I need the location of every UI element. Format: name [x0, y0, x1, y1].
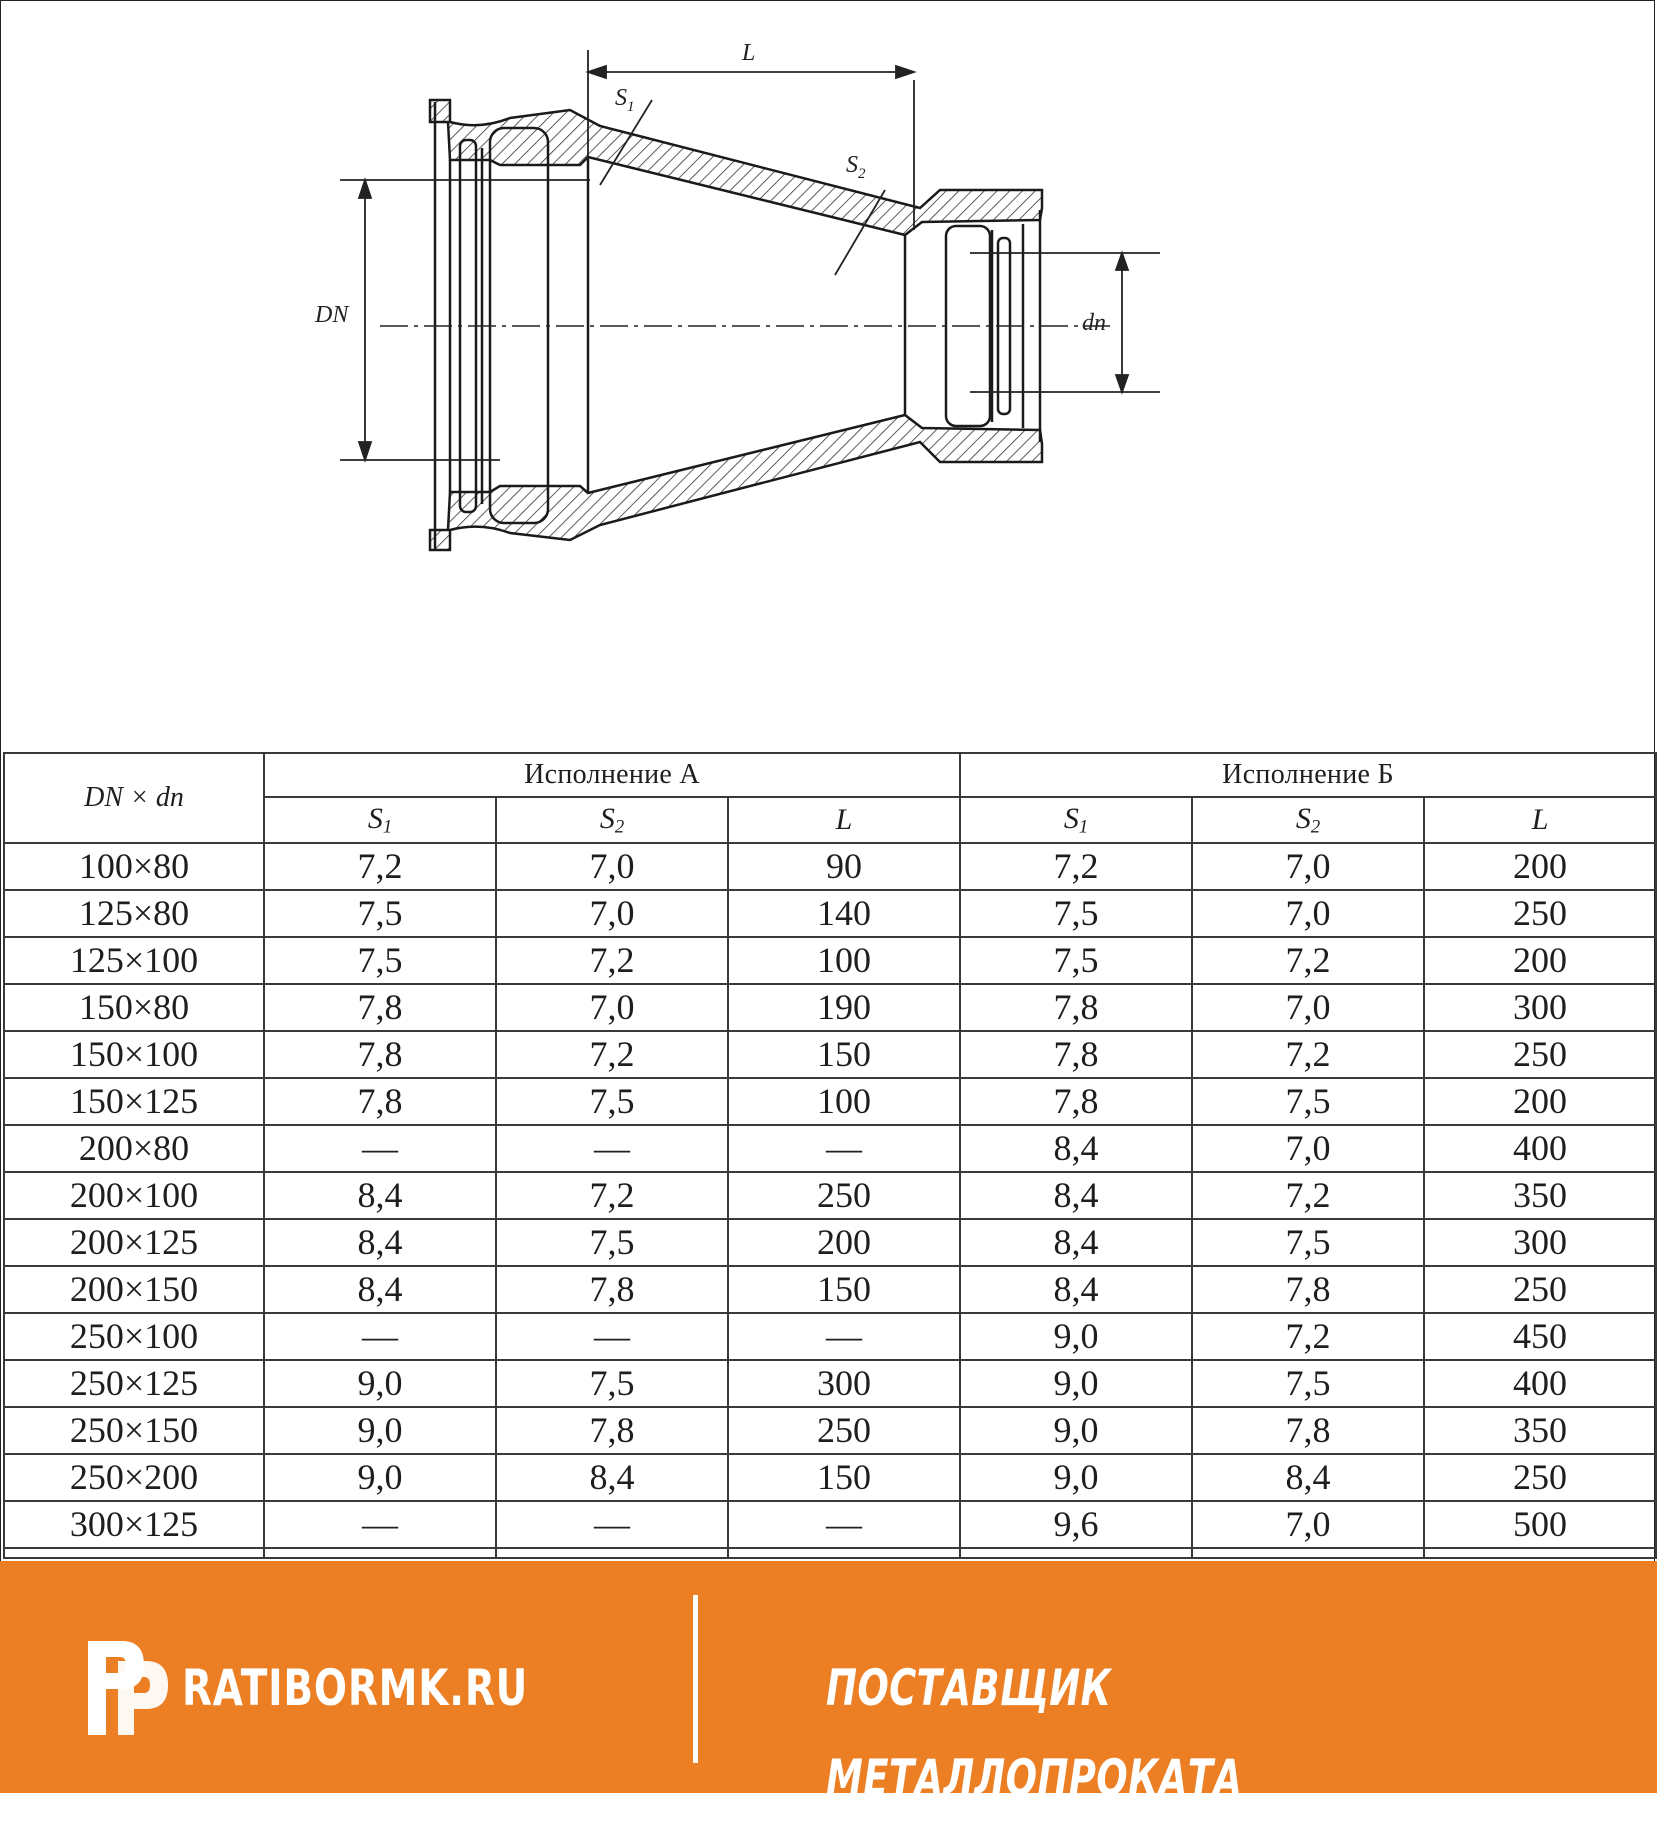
table-row — [4, 1125, 1656, 1172]
s1-label: $S_1$ — [615, 85, 635, 115]
value-cell: 8,4 — [960, 1219, 1192, 1266]
value-cell: 7,5 — [1192, 1078, 1424, 1125]
value-cell: 100 — [728, 1078, 960, 1125]
size-cell: 200×100 — [4, 1172, 264, 1219]
sub-header-cell — [1192, 797, 1424, 843]
value-cell: 7,2 — [496, 937, 728, 984]
value-cell: 450 — [1424, 1313, 1656, 1360]
value-cell: 8,4 — [496, 1454, 728, 1501]
value-cell: 140 — [728, 890, 960, 937]
corner-header: DN × dn — [4, 753, 264, 843]
table-row — [4, 1501, 1656, 1548]
table-row — [4, 984, 1656, 1031]
value-cell: 7,2 — [496, 1172, 728, 1219]
sub-header-symbol: L — [1531, 803, 1549, 836]
value-cell: — — [264, 1313, 496, 1360]
value-cell: 7,2 — [1192, 1031, 1424, 1078]
value-cell: 7,8 — [496, 1266, 728, 1313]
s2-label: $S_2$ — [846, 152, 866, 182]
size-cell: 150×100 — [4, 1031, 264, 1078]
table-row — [4, 1454, 1656, 1501]
dimension-lines — [340, 50, 1160, 460]
clipped-cell — [1424, 1548, 1656, 1558]
value-cell: 9,0 — [960, 1407, 1192, 1454]
size-cell: 250×100 — [4, 1313, 264, 1360]
sub-header-symbol: L — [835, 803, 853, 836]
size-cell: 150×125 — [4, 1078, 264, 1125]
size-cell: 300×125 — [4, 1501, 264, 1548]
value-cell: — — [496, 1125, 728, 1172]
footer-banner — [0, 1561, 1657, 1807]
value-cell: 150 — [728, 1031, 960, 1078]
value-cell: 7,2 — [1192, 937, 1424, 984]
sub-header-cell — [496, 797, 728, 843]
value-cell: 7,0 — [1192, 843, 1424, 890]
value-cell: 7,5 — [1192, 1219, 1424, 1266]
value-cell: — — [496, 1501, 728, 1548]
size-cell: 200×125 — [4, 1219, 264, 1266]
value-cell: 300 — [1424, 984, 1656, 1031]
size-cell: 200×80 — [4, 1125, 264, 1172]
value-cell: 200 — [728, 1219, 960, 1266]
value-cell: 250 — [1424, 1454, 1656, 1501]
value-cell: 250 — [728, 1407, 960, 1454]
value-cell: 9,0 — [960, 1360, 1192, 1407]
value-cell: 250 — [1424, 1266, 1656, 1313]
dn-small-label: dn — [1082, 310, 1106, 336]
footer-divider — [693, 1595, 698, 1763]
value-cell: 8,4 — [1192, 1454, 1424, 1501]
table-body — [4, 843, 1656, 1558]
value-cell: 7,0 — [1192, 984, 1424, 1031]
group-a-header: Исполнение А — [264, 753, 960, 797]
value-cell: 9,0 — [960, 1313, 1192, 1360]
value-cell: 150 — [728, 1454, 960, 1501]
value-cell: 7,8 — [960, 1078, 1192, 1125]
clipped-cell — [728, 1548, 960, 1558]
value-cell: 7,5 — [960, 937, 1192, 984]
value-cell: 200 — [1424, 937, 1656, 984]
value-cell: 200 — [1424, 843, 1656, 890]
sub-header-symbol: S — [1063, 801, 1079, 835]
sub-header-index: 1 — [1078, 816, 1089, 838]
dn-large-label: DN — [315, 302, 349, 328]
value-cell: 8,4 — [264, 1219, 496, 1266]
table-row — [4, 1313, 1656, 1360]
sub-header-index: 2 — [1310, 816, 1321, 838]
value-cell: 8,4 — [960, 1172, 1192, 1219]
value-cell: 150 — [728, 1266, 960, 1313]
size-cell: 125×100 — [4, 937, 264, 984]
size-cell: 200×150 — [4, 1266, 264, 1313]
sub-header-symbol: S — [1295, 801, 1311, 835]
clipped-cell — [1192, 1548, 1424, 1558]
table-row — [4, 937, 1656, 984]
value-cell: 400 — [1424, 1125, 1656, 1172]
clipped-cell — [960, 1548, 1192, 1558]
value-cell: 90 — [728, 843, 960, 890]
value-cell: — — [728, 1501, 960, 1548]
value-cell: 250 — [1424, 890, 1656, 937]
size-cell: 125×80 — [4, 890, 264, 937]
value-cell: 7,0 — [496, 843, 728, 890]
value-cell: 400 — [1424, 1360, 1656, 1407]
size-cell: 250×200 — [4, 1454, 264, 1501]
table-row — [4, 890, 1656, 937]
value-cell: 7,5 — [1192, 1360, 1424, 1407]
value-cell: 500 — [1424, 1501, 1656, 1548]
value-cell: 7,8 — [264, 1078, 496, 1125]
sub-header-index: 2 — [614, 816, 625, 838]
group-header-row — [4, 753, 1656, 797]
table-row — [4, 1219, 1656, 1266]
value-cell: 350 — [1424, 1172, 1656, 1219]
sub-header-cell — [264, 797, 496, 843]
value-cell: 7,8 — [960, 984, 1192, 1031]
value-cell: 9,0 — [960, 1454, 1192, 1501]
table-row — [4, 1031, 1656, 1078]
value-cell: 7,0 — [496, 890, 728, 937]
value-cell: 7,5 — [496, 1219, 728, 1266]
value-cell: 7,8 — [264, 984, 496, 1031]
value-cell: 7,8 — [1192, 1407, 1424, 1454]
sub-header-index: 1 — [382, 816, 393, 838]
table-row — [4, 1360, 1656, 1407]
value-cell: 7,2 — [960, 843, 1192, 890]
table-row — [4, 1407, 1656, 1454]
value-cell: 7,5 — [960, 890, 1192, 937]
value-cell: 7,2 — [496, 1031, 728, 1078]
value-cell: 190 — [728, 984, 960, 1031]
value-cell: 7,0 — [1192, 1501, 1424, 1548]
value-cell: 7,2 — [264, 843, 496, 890]
value-cell: 350 — [1424, 1407, 1656, 1454]
value-cell: 9,6 — [960, 1501, 1192, 1548]
size-cell: 250×150 — [4, 1407, 264, 1454]
size-cell: 100×80 — [4, 843, 264, 890]
value-cell: 250 — [1424, 1031, 1656, 1078]
value-cell: 7,8 — [960, 1031, 1192, 1078]
dimensions-table — [3, 752, 1657, 1559]
value-cell: — — [496, 1313, 728, 1360]
value-cell: 7,2 — [1192, 1172, 1424, 1219]
rr-monogram-icon[interactable] — [88, 1641, 168, 1735]
value-cell: 9,0 — [264, 1407, 496, 1454]
group-b-header: Исполнение Б — [960, 753, 1656, 797]
size-cell: 250×125 — [4, 1360, 264, 1407]
reducer-body — [430, 100, 1042, 550]
clipped-cell — [264, 1548, 496, 1558]
value-cell: — — [728, 1125, 960, 1172]
value-cell: 300 — [1424, 1219, 1656, 1266]
value-cell: 9,0 — [264, 1360, 496, 1407]
value-cell: 7,8 — [264, 1031, 496, 1078]
footer-tagline: ПОСТАВЩИК МЕТАЛЛОПРОКАТА — [826, 1659, 1243, 1807]
value-cell: 7,5 — [496, 1078, 728, 1125]
value-cell: 9,0 — [264, 1454, 496, 1501]
value-cell: 8,4 — [264, 1266, 496, 1313]
value-cell: — — [264, 1501, 496, 1548]
value-cell: 7,0 — [496, 984, 728, 1031]
sub-header-symbol: S — [367, 801, 383, 835]
site-link[interactable]: RATIBORMK.RU — [182, 1659, 529, 1717]
sub-header-cell — [1424, 797, 1656, 843]
value-cell: 300 — [728, 1360, 960, 1407]
value-cell: 7,0 — [1192, 890, 1424, 937]
value-cell: 8,4 — [960, 1125, 1192, 1172]
table-row — [4, 1078, 1656, 1125]
value-cell: 8,4 — [960, 1266, 1192, 1313]
size-cell: 150×80 — [4, 984, 264, 1031]
table-row — [4, 1172, 1656, 1219]
value-cell: 7,5 — [264, 890, 496, 937]
value-cell: 7,5 — [264, 937, 496, 984]
sub-header-cell — [728, 797, 960, 843]
value-cell: 7,0 — [1192, 1125, 1424, 1172]
value-cell: — — [728, 1313, 960, 1360]
value-cell: 7,8 — [496, 1407, 728, 1454]
value-cell: 7,2 — [1192, 1313, 1424, 1360]
value-cell: — — [264, 1125, 496, 1172]
clipped-row — [4, 1548, 1656, 1558]
table-row — [4, 843, 1656, 890]
table-row — [4, 1266, 1656, 1313]
value-cell: 100 — [728, 937, 960, 984]
value-cell: 200 — [1424, 1078, 1656, 1125]
sub-header-cell — [960, 797, 1192, 843]
value-cell: 7,8 — [1192, 1266, 1424, 1313]
length-label: L — [742, 40, 756, 66]
clipped-cell — [4, 1548, 264, 1558]
clipped-cell — [496, 1548, 728, 1558]
sub-header-symbol: S — [599, 801, 615, 835]
reducer-drawing — [315, 30, 1330, 570]
value-cell: 250 — [728, 1172, 960, 1219]
value-cell: 8,4 — [264, 1172, 496, 1219]
value-cell: 7,5 — [496, 1360, 728, 1407]
